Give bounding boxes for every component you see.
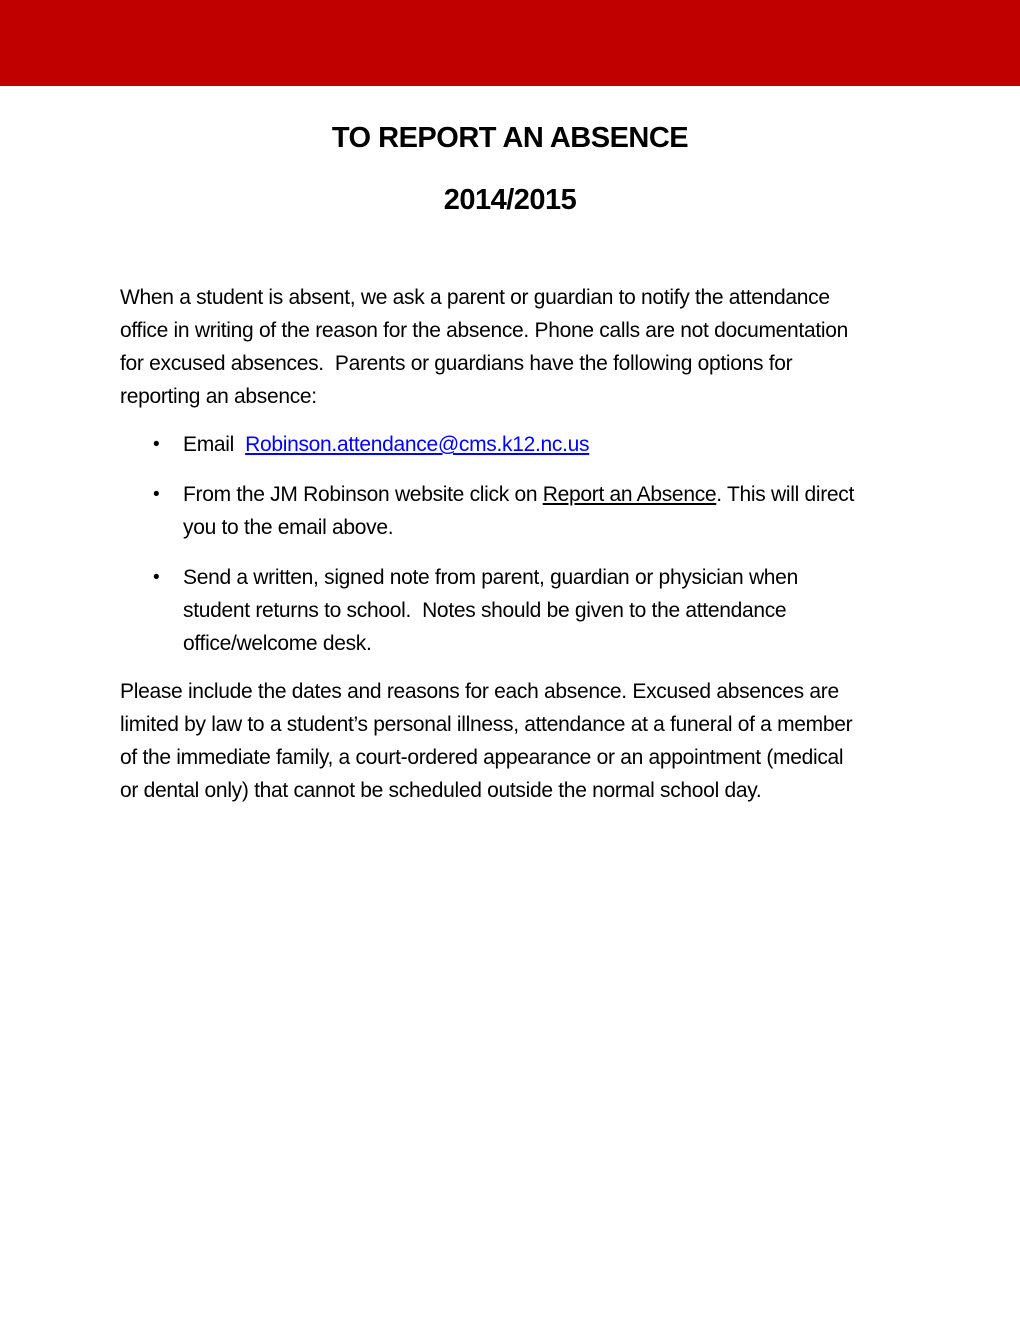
text-line: Send a written, signed note from parent, guardian or physician when [183,566,798,589]
text-line: office/welcome desk. [183,632,372,655]
bullet-item-website [153,478,854,544]
text-line [183,478,854,511]
bullet-icon: • [153,567,160,588]
text-line: limited by law to a student’s personal illness, attendance at a funeral of a member [120,713,853,736]
text-line: you to the email above. [183,516,394,539]
intro-paragraph [120,281,848,413]
website-instruction-pre: From the JM Robinson website click on [183,483,543,506]
document-title: TO REPORT AN ABSENCE [331,122,689,154]
email-link[interactable]: Robinson.attendance@cms.k12.nc.us [245,433,590,456]
bullet-item-note [153,561,798,660]
report-an-absence-link[interactable]: Report an Absence [542,483,717,506]
text-line: reporting an absence: [120,385,317,408]
closing-paragraph [120,675,852,807]
text-line: for excused absences. Parents or guardians have the following options for [120,352,793,375]
header-banner [0,0,1020,86]
bullet-icon: • [153,434,160,455]
text-line [183,428,589,461]
document-subtitle: 2014/2015 [443,184,577,216]
website-instruction-post: . This will direct [716,483,855,506]
text-line: student returns to school. Notes should be given to the attendance [183,599,787,622]
bullet-icon: • [153,484,160,505]
text-line: Please include the dates and reasons for each absence. Excused absences are [120,680,839,703]
text-line: of the immediate family, a court-ordered appearance or an appointment (medical [120,746,844,769]
text-line: or dental only) that cannot be scheduled outside the normal school day. [120,779,762,802]
text-line: When a student is absent, we ask a parent or guardian to notify the attendance [120,286,830,309]
email-label: Email [183,433,246,456]
text-line: office in writing of the reason for the absence. Phone calls are not documentation [120,319,848,342]
bullet-item-email [153,428,589,461]
